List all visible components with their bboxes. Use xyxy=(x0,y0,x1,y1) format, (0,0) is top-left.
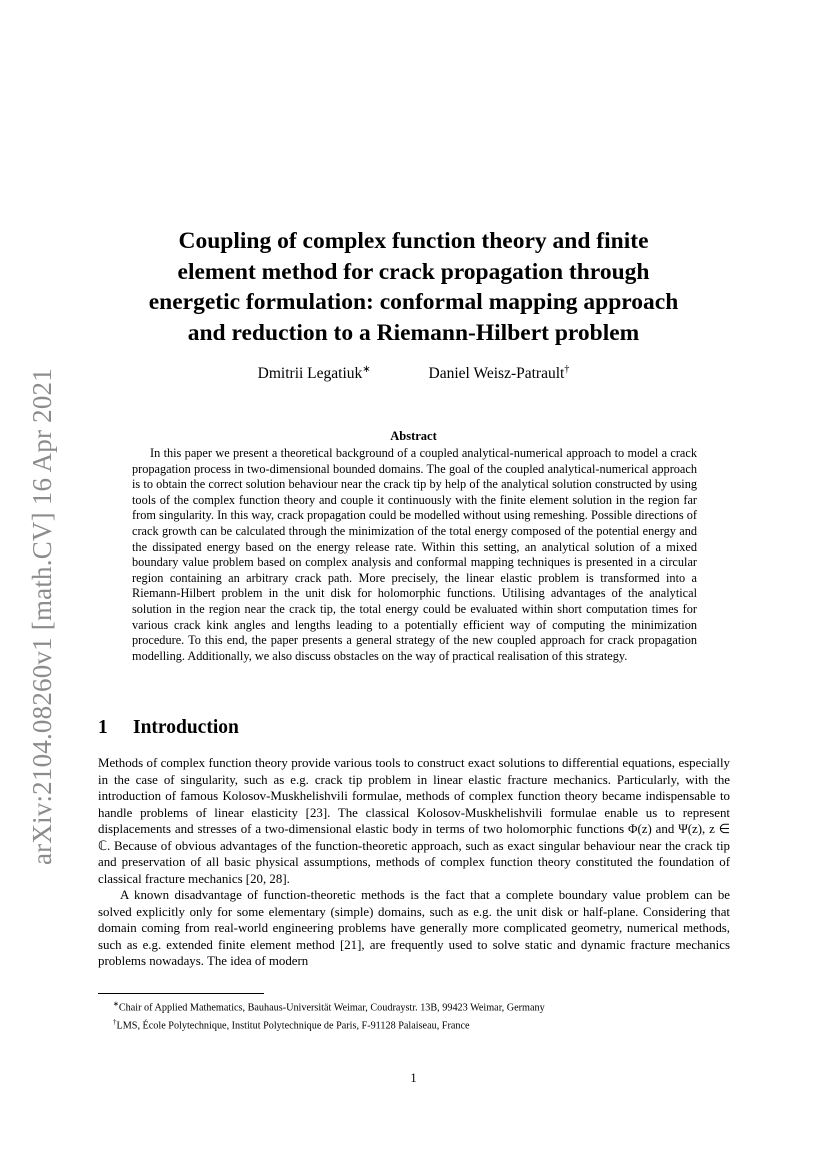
abstract-heading: Abstract xyxy=(390,429,437,443)
paragraph: A known disadvantage of function-theoretic methods is the fact that a complete boundary value problem can be solved explicitly only for some elementary (simple) domains, such as e.g. the unit disk or half-plane. Considering that domain coming from real-world engineering problems have generally more complicated geometry, numerical methods, such as e.g. extended finite element method [21], are frequently used to solve static and dynamic fracture mechanics problems nowadays. The idea of modern xyxy=(98,888,730,968)
footnote-mark: ∗ xyxy=(113,1000,119,1008)
footnote-mark: † xyxy=(113,1018,117,1027)
section-number: 1 xyxy=(98,717,108,738)
author-name: Dmitrii Legatiuk xyxy=(257,365,363,383)
author-footnote-mark[interactable]: ∗ xyxy=(362,364,371,375)
paragraph: Methods of complex function theory provide various tools to construct exact solutions to differential equations, especially in the case of singularity, such as e.g. crack tip problem in linear elastic fracture mechanics. Particularly, with the introduction of famous Kolosov-Muskhelishvili formulae, methods of complex function theory became indispensable to handle problems of linear elasticity [23]. The classical Kolosov-Muskhelishvili formulae enable us to represent displacements and stresses of a two-dimensional elastic body in terms of two holomorphic functions Φ(z) and Ψ(z), z ∈ ℂ. Because of obvious advantages of the function-theoretic approach, such as exact singular behaviour near the crack tip and preservation of all basic physical assumptions, methods of complex function theory constituted the foundation of classical fracture mechanics [20, 28]. xyxy=(98,756,730,886)
page-number: 1 xyxy=(410,1071,417,1085)
footnote-text: LMS, École Polytechnique, Institut Polytechnique de Paris, F-91128 Palaiseau, France xyxy=(116,1020,470,1032)
introduction-body xyxy=(98,755,730,970)
title-line: element method for crack propagation through xyxy=(177,258,650,285)
author-name: Daniel Weisz-Patrault xyxy=(428,365,565,383)
author-list xyxy=(0,364,827,383)
author-footnote-mark[interactable]: † xyxy=(564,364,570,375)
footnote xyxy=(113,997,733,1015)
title-line: energetic formulation: conformal mapping approach xyxy=(148,289,679,315)
section-title: Introduction xyxy=(133,717,239,738)
title-line: and reduction to a Riemann-Hilbert problem xyxy=(187,319,640,346)
footnote-text: Chair of Applied Mathematics, Bauhaus-Universität Weimar, Coudraystr. 13B, 99423 Weimar, Germany xyxy=(118,1002,545,1014)
title-line: Coupling of complex function theory and finite xyxy=(178,228,649,254)
footnotes xyxy=(113,997,733,1034)
section-heading xyxy=(98,717,239,739)
paper-title xyxy=(90,226,737,348)
author xyxy=(429,364,570,383)
author xyxy=(258,364,371,383)
arxiv-identifier-stamp: arXiv:2104.08260v1 [math.CV] 16 Apr 2021 xyxy=(27,368,57,865)
footnote-divider xyxy=(98,993,264,994)
footnote xyxy=(113,1015,733,1033)
abstract-text: In this paper we present a theoretical background of a coupled analytical-numerical approach to model a crack propagation process in two-dimensional bounded domains. The goal of the coupled analytical-numerical approach is to obtain the correct solution behaviour near the crack tip by help of the analytical solution constructed by using tools of the complex function theory and couple it continuously with the finite element solution in the region far from singularity. In this way, crack propagation could be modelled without using remeshing. Possible directions of crack growth can be calculated through the minimization of the total energy composed of the potential energy and the dissipated energy based on the energy release rate. Within this setting, an analytical solution of a mixed boundary value problem based on complex analysis and conformal mapping techniques is presented in a circular region containing an arbitrary crack path. More precisely, the linear elastic problem is transformed into a Riemann-Hilbert problem in the unit disk for holomorphic functions. Utilising advantages of the analytical solution in the region near the crack tip, the total energy could be evaluated within short computation times for various crack kink angles and lengths leading to a potentially efficient way of computing the minimization procedure. To this end, the paper presents a general strategy of the new coupled approach for crack propagation modelling. Additionally, we also discuss obstacles on the way of practical realisation of this strategy. xyxy=(132,446,697,663)
